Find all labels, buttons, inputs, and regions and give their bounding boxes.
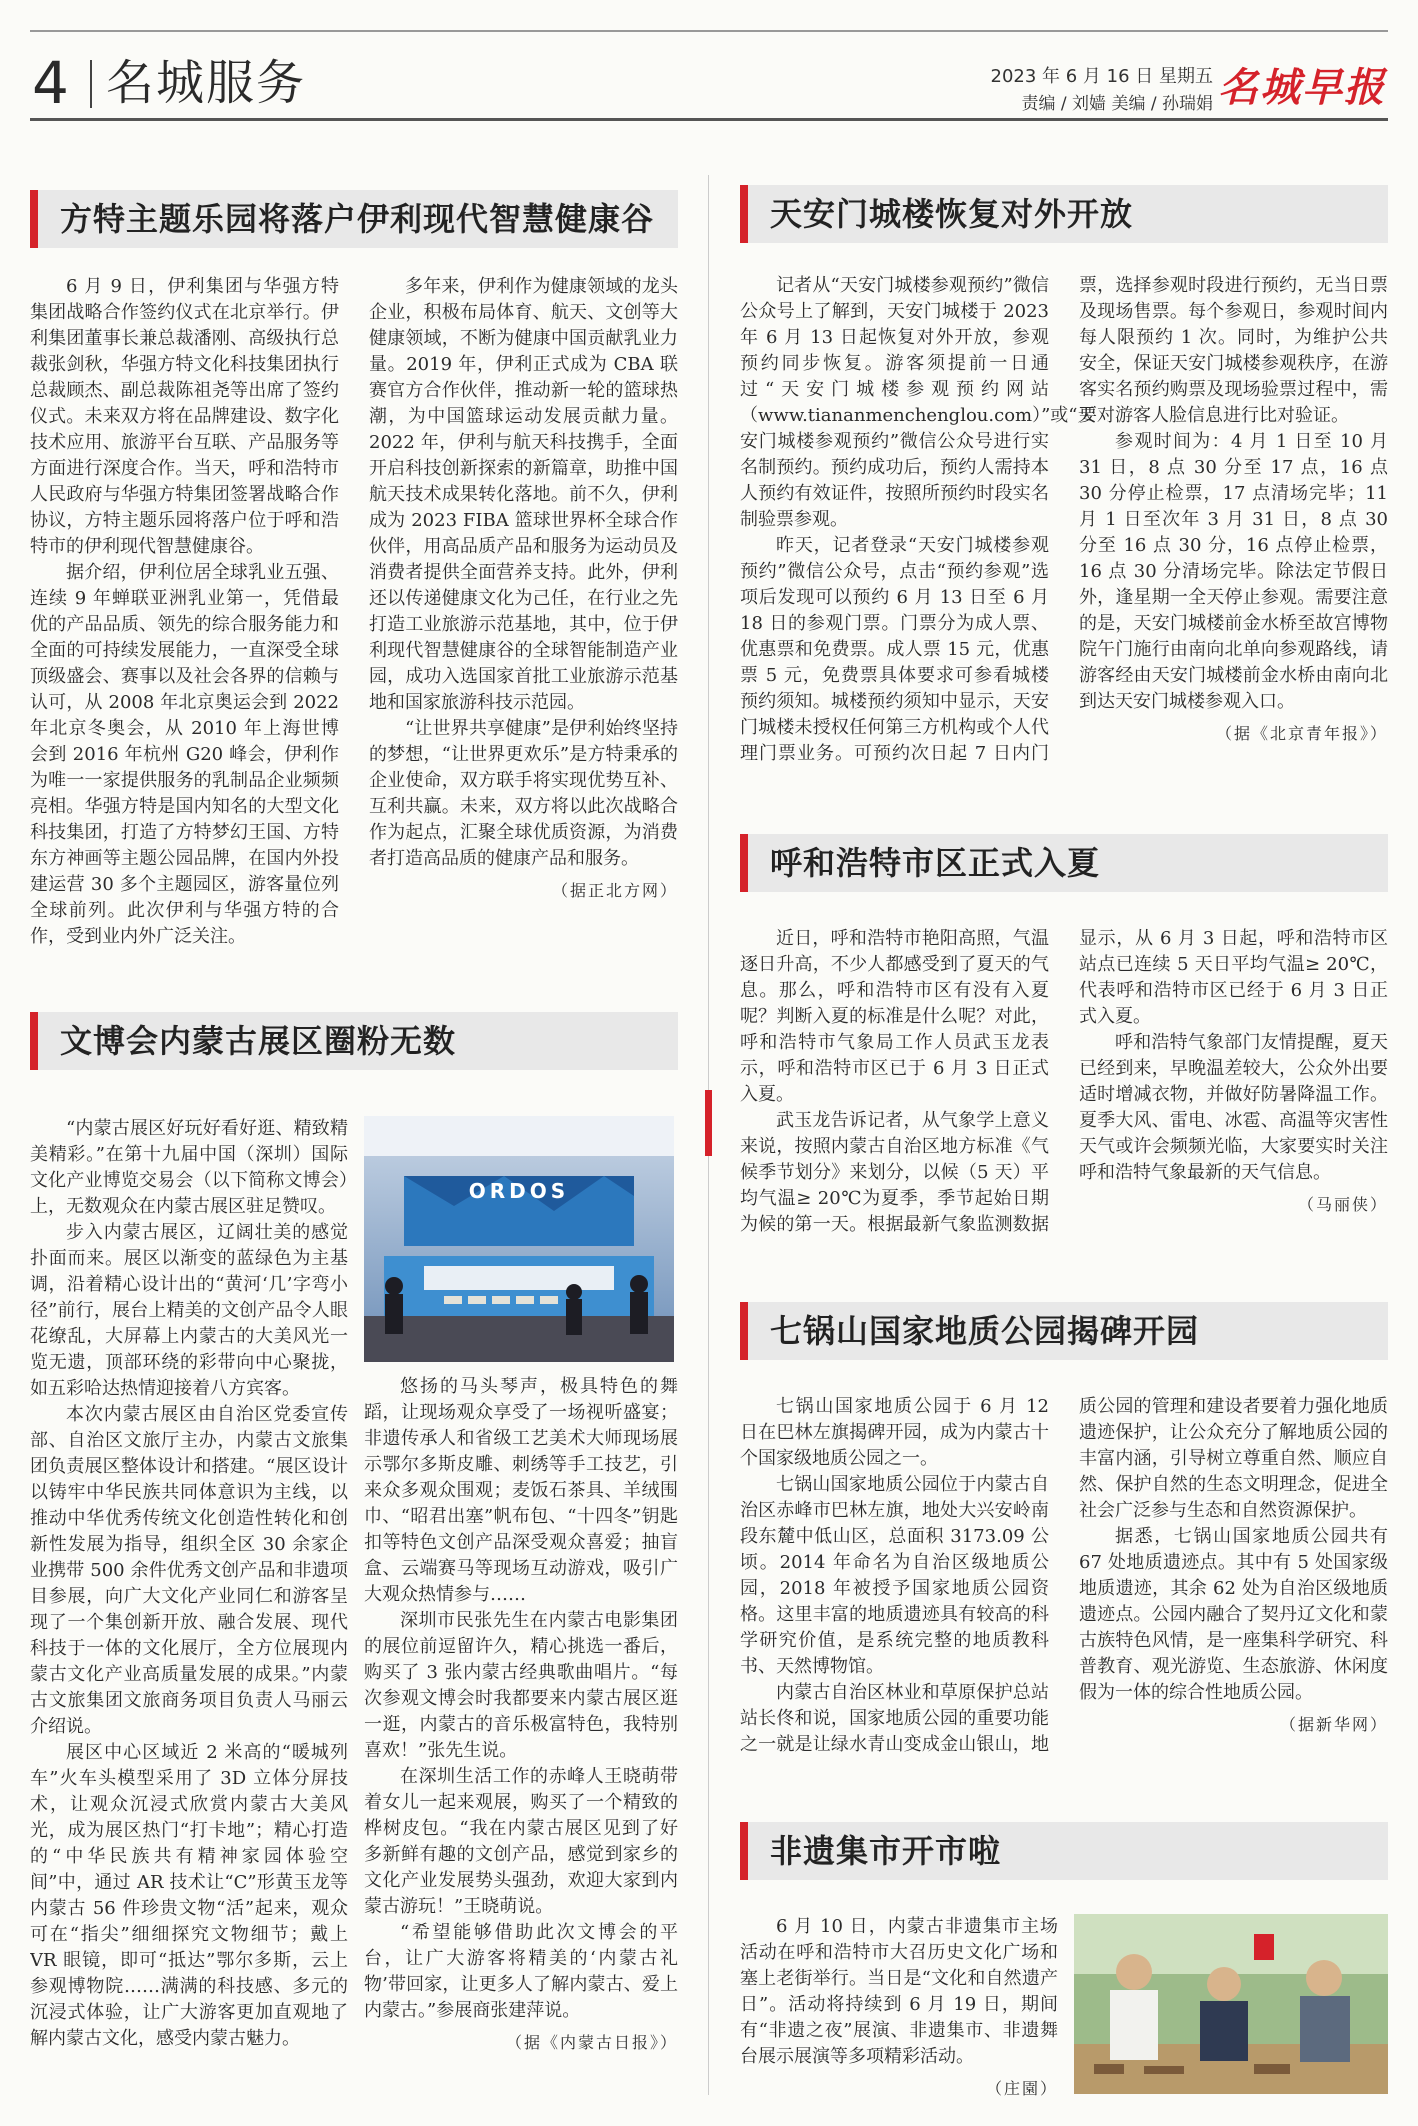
article-body	[740, 1394, 1388, 1782]
article-wenbohui	[30, 1012, 678, 2097]
paragraph: 七锅山国家地质公园于 6 月 12 日在巴林左旗揭碑开园，成为内蒙古十个国家级地质公园之一。	[740, 1396, 1049, 1469]
paragraph: 据介绍，伊利位居全球乳业五强、连续 9 年蝉联亚洲乳业第一，凭借最优的产品品质、领先的综合服务能力和全面的可持续发展能力，一直深受全球顶级盛会、赛事以及社会各界的信赖与认可，从 2008 年北京奥运会到 2022 年北京冬奥会，从 2010 年上海世博会到 2016 年杭州 G20 峰会，伊利作为唯一一家提供服务的乳制品企业频频亮相。华强方特是国内知名的大型文化科技集团，打造了方特梦幻王国、方特东方神画等主题公园品牌，在国内外投建运营 30 多个主题园区，游客量位列全球前列。此次伊利与华强方特的合作，受到业内外广泛关注。	[30, 562, 339, 947]
expo-booth-photo	[364, 1116, 674, 1362]
heritage-market-photo	[1074, 1914, 1388, 2094]
paragraph: 悠扬的马头琴声，极具特色的舞蹈，让现场观众享受了一场视听盛宴；非遗传承人和省级工艺美术大师现场展示鄂尔多斯皮雕、刺绣等手工技艺，引来众多观众围观；麦饭石茶具、羊绒围巾、“昭君出塞”帆布包、“十四冬”钥匙扣等特色文创产品深受观众喜爱；抽盲盒、云端赛马等现场互动游戏，吸引广大观众热情参与……	[364, 1376, 678, 1605]
fold-mark	[705, 1090, 712, 1156]
paragraph: “内蒙古展区好玩好看好逛、精致精美精彩。”在第十九届中国（深圳）国际文化产业博览交易会（以下简称文博会）上，无数观众在内蒙古展区驻足赞叹。	[30, 1118, 348, 1217]
article-title: 文博会内蒙古展区圈粉无数	[60, 1022, 457, 1060]
article-source: （马丽侠）	[1297, 1195, 1388, 1214]
paragraph: 深圳市民张先生在内蒙古电影集团的展位前逗留许久，精心挑选一番后，购买了 3 张内蒙古经典歌曲唱片。“每次参观文博会时我都要来内蒙古展区逛一逛，内蒙古的音乐极富特色，我特别喜欢！”张先生说。	[364, 1610, 678, 1761]
article-source: （据《北京青年报》）	[1215, 724, 1388, 743]
article-body	[740, 926, 1388, 1242]
article-source: （据《内蒙古日报》）	[505, 2033, 678, 2052]
article-body-left	[30, 1116, 348, 2090]
paragraph: 在深圳生活工作的赤峰人王晓萌带着女儿一起来观展，购买了一个精致的桦树皮包。“我在内蒙古展区见到了好多新鲜有趣的文创产品，感觉到家乡的文化产业发展势头强劲，欢迎大家到内蒙古游玩！”王晓萌说。	[364, 1766, 678, 1917]
paragraph: 记者从“天安门城楼参观预约”微信公众号上了解到，天安门城楼于 2023 年 6 月 13 日起恢复对外开放，参观预约同步恢复。游客须提前一日通过“天安门城楼参观预约网站（www.tiananmenchenglou.com）”或“天安门城楼参观预约”微信公众号进行实名制预约。预约成功后，预约人需持本人预约有效证件，按照所预约时段实名制验票参观。	[740, 275, 1096, 530]
header-bottom-rule	[30, 118, 1388, 121]
heritage-market-image	[1074, 1914, 1388, 2094]
article-source: （据新华网）	[1279, 1715, 1388, 1734]
article-body	[740, 273, 1388, 783]
article-feiyi	[740, 1822, 1388, 2102]
article-title: 方特主题乐园将落户伊利现代智慧健康谷	[60, 200, 655, 238]
page-number: 4	[32, 49, 69, 117]
paragraph: 武玉龙告诉记者，从气象学上意义来说，按照内蒙古自治区地方标准《气候季节划分》来划分，以候（5 天）平均气温≥ 20℃为夏季，季节起始日期为候的第一天。根据最新气象监测数据显示，从 6 月 3 日起，呼和浩特市区站点已连续 5 天日平均气温≥ 20℃，代表呼和浩特市区已经于 6 月 3 日正式入夏。	[740, 928, 1388, 1235]
paragraph: 步入内蒙古展区，辽阔壮美的感觉扑面而来。展区以渐变的蓝绿色为主基调，沿着精心设计出的“黄河‘几’字弯小径”前行，展台上精美的文创产品令人眼花缭乱，大屏幕上内蒙古的大美风光一览无遗，顶部环绕的彩带向中心聚拢，如五彩哈达热情迎接着八方宾客。	[30, 1222, 348, 1399]
header-separator	[90, 60, 92, 108]
paragraph: 参观时间为：4 月 1 日至 10 月 31 日，8 点 30 分至 17 点，16 点 30 分停止检票，17 点清场完毕；11 月 1 日至次年 3 月 31 日，8 点 30 分至 16 点 30 分，16 点停止检票，16 点 30 分清场完毕。除法定节假日外，逢星期一全天停止参观。需要注意的是，天安门城楼前金水桥至故宫博物院午门施行由南向北单向参观路线，请游客经由天安门城楼前金水桥由南向北到达天安门城楼参观入口。	[1079, 431, 1388, 712]
paragraph: “让世界共享健康”是伊利始终坚持的梦想，“让世界更欢乐”是方特秉承的企业使命，双方联手将实现优势互补、互利共赢。未来，双方将以此次战略合作为起点，汇聚全球优质资源，为消费者打造高品质的健康产品和服务。	[369, 718, 678, 869]
article-body	[30, 274, 678, 974]
article-source: （庄園）	[985, 2079, 1058, 2098]
paragraph: 多年来，伊利作为健康领域的龙头企业，积极布局体育、航天、文创等大健康领域，不断为健康中国贡献乳业力量。2019 年，伊利正式成为 CBA 联赛官方合作伙伴，推动新一轮的篮球热潮，为中国篮球运动发展贡献力量。2022 年，伊利与航天科技携手，全面开启科技创新探索的新篇章，助推中国航天技术成果转化落地。前不久，伊利成为 2023 FIBA 篮球世界杯全球合作伙伴，用高品质产品和服务为运动员及消费者提供全面营养支持。此外，伊利还以传递健康文化为己任，在行业之先打造工业旅游示范基地，其中，位于伊利现代智慧健康谷的全球智能制造产业园，成功入选国家首批工业旅游示范基地和国家旅游科技示范园。	[369, 276, 678, 713]
booth-sign-text: ORDOS	[468, 1179, 570, 1203]
paragraph: “希望能够借助此次文博会的平台，让广大游客将精美的‘内蒙古礼物’带回家，让更多人了解内蒙古、爱上内蒙古。”参展商张建萍说。	[364, 1922, 678, 2021]
article-title: 呼和浩特市区正式入夏	[770, 844, 1101, 882]
issue-date: 2023 年 6 月 16 日 星期五	[990, 66, 1213, 87]
article-body-right	[364, 1374, 678, 2090]
article-title-bar	[740, 185, 1388, 243]
article-source: （据正北方网）	[551, 881, 678, 900]
article-title-bar	[740, 1302, 1388, 1360]
article-title-bar	[30, 1012, 678, 1070]
article-body	[740, 1914, 1058, 2098]
paragraph: 据悉，七锅山国家地质公园共有 67 处地质遗迹点。其中有 5 处国家级地质遗迹，其余 62 处为自治区级地质遗迹点。公园内融合了契丹辽文化和蒙古族特色风情，是一座集科学研究、科普教育、观光游览、生态旅游、休闲度假为一体的综合性地质公园。	[1079, 1526, 1388, 1703]
section-name: 名城服务	[106, 55, 307, 111]
article-summer	[740, 834, 1388, 1244]
article-title-bar	[30, 190, 678, 248]
article-title-bar	[740, 834, 1388, 892]
paragraph: 内蒙古自治区林业和草原保护总站站长佟和说，国家地质公园的重要功能之一就是让绿水青山变成金山银山，地质公园的管理和建设者要着力强化地质遗迹保护，让公众充分了解地质公园的丰富内涵，引导树立尊重自然、顺应自然、保护自然的生态文明理念，促进全社会广泛参与生态和自然资源保护。	[740, 1396, 1388, 1755]
header-top-rule	[30, 30, 1388, 32]
article-title: 天安门城楼恢复对外开放	[770, 195, 1134, 233]
editors-credit: 责编 / 刘嫱 美编 / 孙瑞娟	[1021, 94, 1213, 114]
article-fangte	[30, 190, 678, 980]
paragraph: 呼和浩特气象部门友情提醒，夏天已经到来，早晚温差较大，公众外出要适时增减衣物，并做好防暑降温工作。夏季大风、雷电、冰雹、高温等灾害性天气或许会频频光临，大家要实时关注呼和浩特气象最新的天气信息。	[1079, 1032, 1388, 1183]
article-qiguoshan	[740, 1302, 1388, 1782]
paragraph: 七锅山国家地质公园位于内蒙古自治区赤峰市巴林左旗，地处大兴安岭南段东麓中低山区，总面积 3173.09 公顷。2014 年命名为自治区级地质公园，2018 年被授予国家地质公园资格。这里丰富的地质遗迹具有较高的科学研究价值，是系统完整的地质教科书、天然博物馆。	[740, 1474, 1049, 1677]
paragraph: 昨天，记者登录“天安门城楼参观预约”微信公众号，点击“预约参观”选项后发现可以预约 6 月 13 日至 6 月 18 日的参观门票。门票分为成人票、优惠票和免费票。成人票 15 元，优惠票 5 元，免费票具体要求可参看城楼预约须知。城楼预约须知中显示，天安门城楼未授权任何第三方机构或个人代理门票业务。可预约次日起 7 日内门票，选择参观时段进行预约，无当日票及现场售票。每个参观日，参观时间内每人限预约 1 次。同时，为维护公共安全，保证天安门城楼参观秩序，在游客实名预约购票及现场验票过程中，需要对游客人脸信息进行比对验证。	[740, 275, 1388, 764]
article-title: 七锅山国家地质公园揭碑开园	[770, 1312, 1200, 1350]
newspaper-logo: 名城早报	[1218, 64, 1386, 111]
article-tiananmen	[740, 185, 1388, 785]
expo-booth-image	[364, 1116, 674, 1362]
paragraph: 近日，呼和浩特市艳阳高照，气温逐日升高，不少人都感受到了夏天的气息。那么，呼和浩特市区有没有入夏呢？判断入夏的标准是什么呢？对此，呼和浩特市气象局工作人员武玉龙表示，呼和浩特市区已于 6 月 3 日正式入夏。	[740, 928, 1049, 1105]
paragraph: 展区中心区域近 2 米高的“暖城列车”火车头模型采用了 3D 立体分屏技术，让观众沉浸式欣赏内蒙古大美风光，成为展区热门“打卡地”；精心打造的“中华民族共有精神家园体验空间”中，通过 AR 技术让“C”形黄玉龙等内蒙古 56 件珍贵文物“活”起来，观众可在“指尖”细细探究文物细节；戴上 VR 眼镜，即可“抵达”鄂尔多斯，云上参观博物院……满满的科技感、多元的沉浸式体验，让广大游客更加直观地了解内蒙古文化，感受内蒙古魅力。	[30, 1742, 348, 2049]
paragraph: 6 月 10 日，内蒙古非遗集市主场活动在呼和浩特市大召历史文化广场和塞上老街举行。当日是“文化和自然遗产日”。活动将持续到 6 月 19 日，期间有“非遗之夜”展演、非遗集市、非遗舞台展示展演等多项精彩活动。	[740, 1916, 1058, 2067]
article-title: 非遗集市开市啦	[770, 1832, 1002, 1870]
paragraph: 6 月 9 日，伊利集团与华强方特集团战略合作签约仪式在北京举行。伊利集团董事长兼总裁潘刚、高级执行总裁张剑秋，华强方特文化科技集团执行总裁顾杰、副总裁陈祖尧等出席了签约仪式。未来双方将在品牌建设、数字化技术应用、旅游平台互联、产品服务等方面进行深度合作。当天，呼和浩特市人民政府与华强方特集团签署战略合作协议，方特主题乐园将落户位于呼和浩特市的伊利现代智慧健康谷。	[30, 276, 339, 557]
paragraph: 本次内蒙古展区由自治区党委宣传部、自治区文旅厅主办，内蒙古文旅集团负责展区整体设计和搭建。“展区设计以铸牢中华民族共同体意识为主线，以推动中华优秀传统文化创造性转化和创新性发展为指导，组织全区 30 余家企业携带 500 余件优秀文创产品和非遗项目参展，向广大文化产业同仁和游客呈现了一个集创新开放、融合发展、现代科技于一体的文化展厅，全方位展现内蒙古文化产业高质量发展的成果。”内蒙古文旅集团文旅商务项目负责人马丽云介绍说。	[30, 1404, 348, 1737]
article-title-bar	[740, 1822, 1388, 1880]
